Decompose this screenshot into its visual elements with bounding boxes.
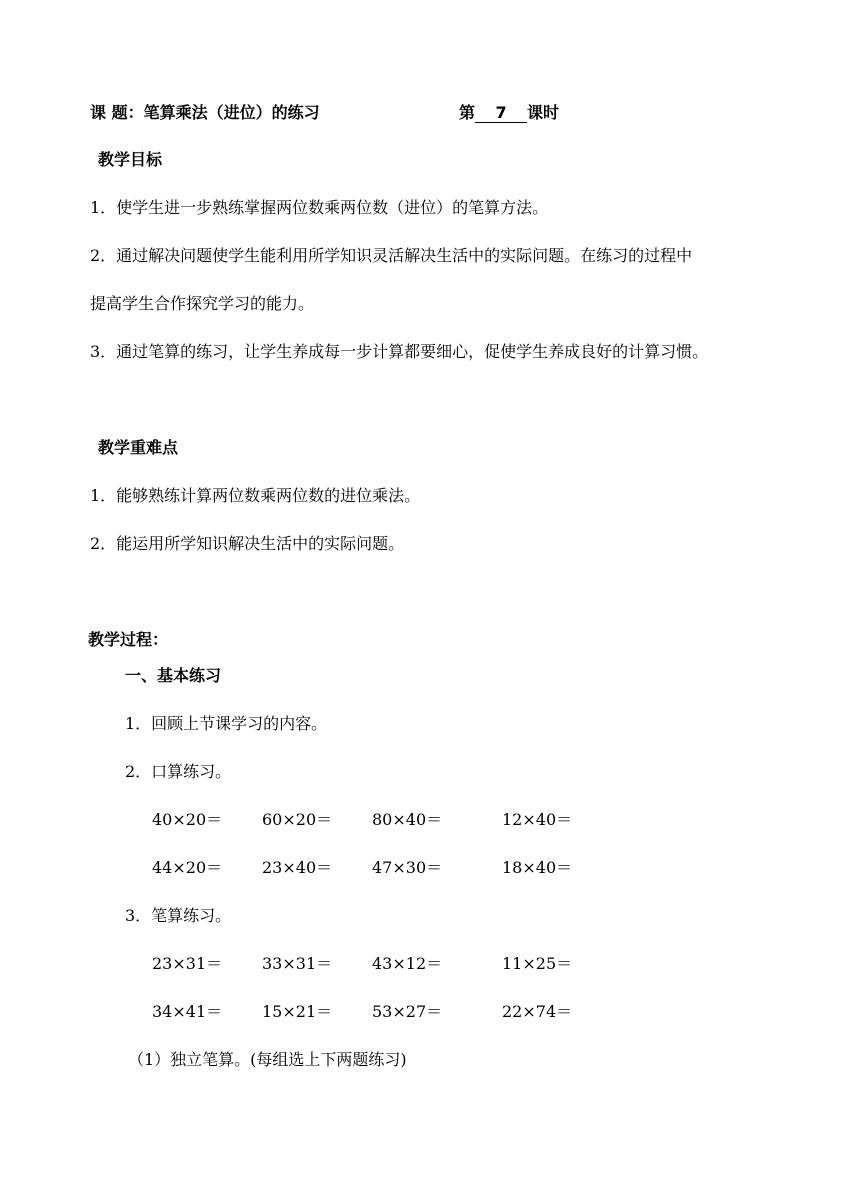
written-problem: 34×41＝ bbox=[152, 1002, 223, 1021]
objective-item: 提高学生合作探究学习的能力。 bbox=[90, 294, 315, 313]
oral-problem: 18×40＝ bbox=[502, 858, 573, 877]
written-problem: 15×21＝ bbox=[262, 1002, 333, 1021]
written-problem: 53×27＝ bbox=[372, 1002, 443, 1021]
written-problem: 33×31＝ bbox=[262, 954, 333, 973]
section-heading: 一、基本练习 bbox=[125, 666, 222, 685]
lesson-prefix: 第 bbox=[459, 103, 476, 122]
key-points-heading: 教学重难点 bbox=[98, 438, 179, 457]
lesson-period bbox=[459, 103, 559, 123]
step-item: 2．口算练习。 bbox=[125, 762, 232, 781]
oral-problem: 47×30＝ bbox=[372, 858, 443, 877]
lesson-header bbox=[90, 103, 320, 123]
written-problem: 22×74＝ bbox=[502, 1002, 573, 1021]
oral-problem: 44×20＝ bbox=[152, 858, 223, 877]
key-point-item: 1．能够熟练计算两位数乘两位数的进位乘法。 bbox=[90, 486, 421, 505]
oral-problem: 12×40＝ bbox=[502, 810, 573, 829]
step-item: 3．笔算练习。 bbox=[125, 906, 232, 925]
oral-problem: 23×40＝ bbox=[262, 858, 333, 877]
process-heading: 教学过程： bbox=[88, 630, 169, 649]
objective-item: 3．通过笔算的练习，让学生养成每一步计算都要细心，促使学生养成良好的计算习惯。 bbox=[90, 342, 709, 361]
written-problem: 11×25＝ bbox=[502, 954, 573, 973]
oral-problem: 60×20＝ bbox=[262, 810, 333, 829]
objective-item: 1．使学生进一步熟练掌握两位数乘两位数（进位）的笔算方法。 bbox=[90, 198, 549, 217]
written-problem: 23×31＝ bbox=[152, 954, 223, 973]
lesson-suffix: 课时 bbox=[527, 103, 560, 122]
lesson-title: 笔算乘法（进位）的练习 bbox=[143, 103, 320, 122]
practice-note: （1）独立笔算。(每组选上下两题练习) bbox=[128, 1050, 407, 1069]
lesson-number: 7 bbox=[475, 104, 527, 123]
oral-problem: 80×40＝ bbox=[372, 810, 443, 829]
written-problem: 43×12＝ bbox=[372, 954, 443, 973]
title-prefix: 课 题： bbox=[90, 103, 144, 122]
step-item: 1．回顾上节课学习的内容。 bbox=[125, 714, 328, 733]
oral-problem: 40×20＝ bbox=[152, 810, 223, 829]
key-point-item: 2．能运用所学知识解决生活中的实际问题。 bbox=[90, 534, 405, 553]
objective-item: 2．通过解决问题使学生能利用所学知识灵活解决生活中的实际问题。在练习的过程中 bbox=[90, 246, 693, 265]
objectives-heading: 教学目标 bbox=[98, 150, 163, 169]
